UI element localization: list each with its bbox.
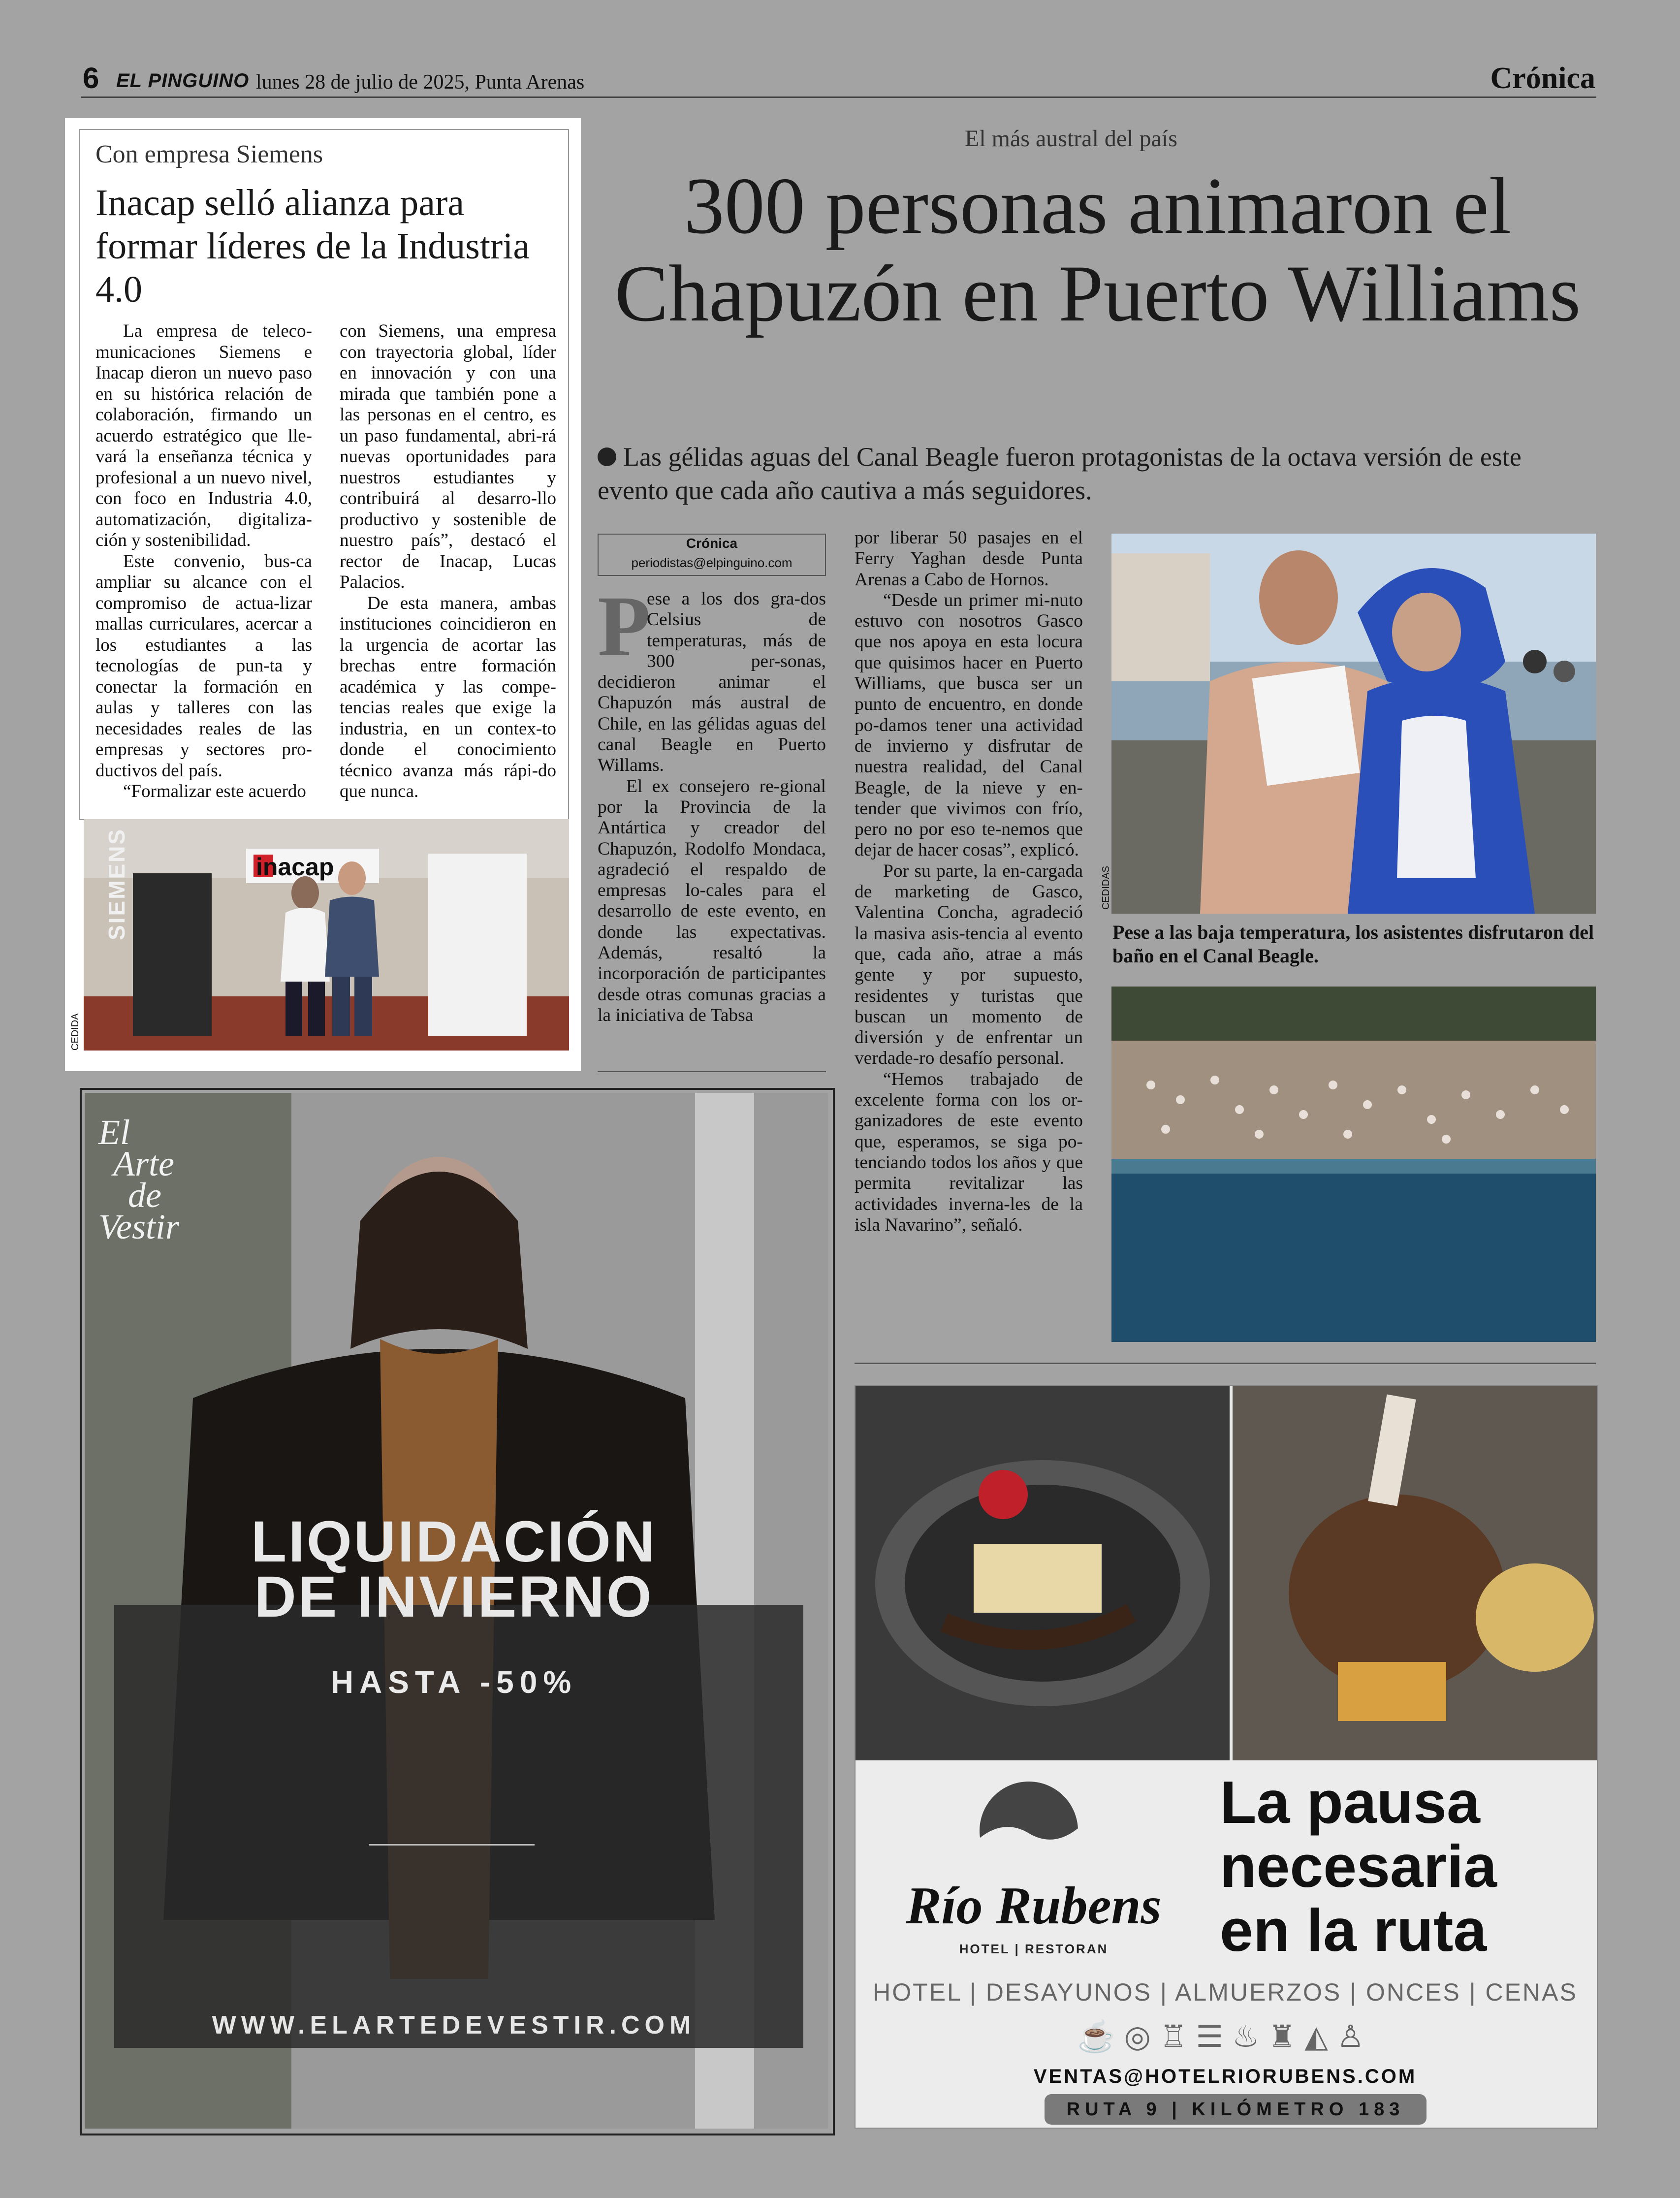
- byline-section: Crónica: [686, 536, 738, 551]
- rio-rubens-email[interactable]: VENTAS@HOTELRIORUBENS.COM: [1033, 2066, 1417, 2087]
- paragraph-text: ese a los dos gra-dos Celsius de temperaturas, más de 300 per-sonas, decidieron animar el Chapuzón más austral de Chile, en las gélidas aguas del canal Beagle en Puerto Willams.: [598, 589, 826, 776]
- rio-rubens-brand: Río Rubens: [906, 1877, 1162, 1935]
- photo-credit: CEDIDA: [70, 1013, 81, 1051]
- paragraph: El ex consejero re-gional por la Provincia de la Antártica y creador del Chapuzón, Rodolfo Mondaca, agradeció el respaldo de empresas lo-cales para el desarrollo de este evento, en donde las expectativas. Además, resaltó la incorporación de participantes desde otras comunas gracias a la iniciativa de Tabsa: [598, 776, 826, 1025]
- coffee-icon: ☕: [1077, 2020, 1124, 2054]
- column-rule: [598, 1071, 826, 1072]
- arte-ad-discount: HASTA -50%: [330, 1664, 577, 1700]
- siemens-banner-text: SIEMENS: [104, 828, 129, 940]
- tagline-line: en la ruta: [1220, 1897, 1487, 1964]
- arte-ad-url[interactable]: WWW.ELARTEDEVESTIR.COM: [212, 2011, 696, 2039]
- paragraph: Por su parte, la en-cargada de marketing de Gasco, Valentina Concha, agradeció la masiva asis-tencia al evento que, cada año, atrae a más gente y por supuesto, residentes y turistas que buscan un momento de diversión y de enfrentar un verdade-ro desafío personal.: [855, 860, 1083, 1069]
- rio-rubens-route: RUTA 9 | KILÓMETRO 183: [1045, 2094, 1426, 2125]
- arte-ad-divider: [369, 1844, 535, 1846]
- photo-caption: Pese a las baja temperatura, los asistentes disfrutaron del baño en el Canal Beagle.: [1112, 921, 1594, 967]
- section-title: Crónica: [1490, 62, 1595, 95]
- paragraph: con Siemens, una empresa con trayectoria global, líder en innovación y con una mirada que también pone a las personas en el centro, es un paso fundamental, abri-rá nuevas oportunidades para nuestros estudiantes y contribuirá al desarro-llo productivo y sostenible de nuestro país”, destacó el rector de Inacap, Lucas Palacios.: [340, 321, 556, 592]
- drop-cap: P: [598, 578, 651, 674]
- paragraph: “Desde un primer mi-nuto estuvo con nosotros Gasco que nos apoya en esta locura que quisimos hacer en Puerto Williams, que busca ser un punto de encuentro, en donde po-damos tener una actividad de invierno y disfrutar de nuestra realidad, del Canal Beagle, de la nieve y en-tender que vivimos con frío, pero no por eso te-nemos que dejar de hacer cosas”, explicó.: [855, 590, 1083, 860]
- paragraph: De esta manera, ambas instituciones coincidieron en la urgencia de acortar las brechas entre formación académica y las compe-tencias reales que exige la industria, en un contex-to donde el conocimiento técnico avanza más rápi-do que nunca.: [340, 593, 556, 801]
- drink-icon: ♖: [1159, 2020, 1196, 2054]
- article-subhead: [598, 440, 1597, 507]
- paragraph: “Formalizar este acuerdo: [123, 781, 306, 801]
- paragraph: La empresa de teleco-municaciones Siemens e Inacap dieron un nuevo paso en su histórica relación de colaboración, firmando un acuerdo estratégico que lle-vará la enseñanza técnica y profesional a un nuevo nivel, con foco en Industria 4.0, automatización, digitaliza-ción y sostenibilidad.: [95, 321, 312, 550]
- photo-credit: CEDIDAS: [1101, 866, 1111, 910]
- beer-icon: ♙: [1336, 2020, 1373, 2054]
- article-column-1: [598, 578, 826, 1026]
- rio-rubens-tagline: [1220, 1770, 1594, 1962]
- cup-icon: ♨: [1232, 2020, 1268, 2054]
- paragraph: “Hemos trabajado de excelente forma con los or-ganizadores de este evento que, esperamos, se siga po-tenciando todos los años y que permita revitalizar las actividades inverna-les de la isla Navarino”, señaló.: [855, 1069, 1083, 1235]
- event-photo-crowd: [1111, 987, 1596, 1342]
- header-rule: [81, 96, 1596, 98]
- logo-mark: [975, 1779, 1083, 1882]
- event-photo-2-illustration: [1111, 987, 1596, 1342]
- paragraph: por liberar 50 pasajes en el Ferry Yaghan desde Punta Arenas a Cabo de Hornos.: [855, 528, 1083, 590]
- event-photo-costume: [1111, 534, 1596, 914]
- title-line: LIQUIDACIÓN: [251, 1509, 657, 1574]
- logo-line: de: [128, 1176, 161, 1215]
- page-number: 6: [83, 62, 99, 95]
- dropcap-spacer: [598, 589, 647, 663]
- tagline-line: La pausa: [1220, 1769, 1480, 1836]
- dateline: lunes 28 de julio de 2025, Punta Arenas: [256, 71, 585, 94]
- plate-icon: ◎: [1124, 2020, 1160, 2054]
- inacap-photo-overlay: [49, 817, 535, 1049]
- paragraph: Este convenio, bus-ca ampliar su alcance con el compromiso de actua-lizar mallas curriculares, acercar a los estudiantes a las tecnologías de pun-ta y conectar la formación en aulas y talleres con las necesidades reales de las empresas y sectores pro-ductivos del país.: [95, 551, 312, 781]
- subhead-text: Las gélidas aguas del Canal Beagle fueron protagonistas de la octava versión de este evento que cada año cautiva a más seguidores.: [598, 442, 1522, 505]
- rio-rubens-food-photos: [856, 1386, 1597, 1760]
- inacap-kicker: Con empresa Siemens: [95, 140, 323, 168]
- arte-ad-title: [85, 1509, 823, 1629]
- arte-logo: [98, 1113, 180, 1246]
- rio-rubens-logo-icon: [975, 1779, 1083, 1885]
- newspaper-name: EL PINGUINO: [116, 70, 250, 92]
- logo-line: Arte: [113, 1144, 174, 1183]
- logo-line: El: [98, 1113, 130, 1152]
- inacap-column-1: [95, 321, 312, 802]
- paragraph: [598, 578, 826, 776]
- article-kicker: El más austral del país: [965, 126, 1177, 152]
- rio-rubens-ad: [855, 1385, 1598, 2129]
- rio-rubens-services: HOTEL | DESAYUNOS | ALMUERZOS | ONCES | CENAS: [873, 1978, 1578, 2006]
- inacap-column-2: [340, 321, 556, 802]
- byline-email: periodistas@elpinguino.com: [631, 555, 792, 570]
- inacap-logo-text: inacap: [256, 853, 334, 881]
- title-line: DE INVIERNO: [254, 1564, 654, 1629]
- rio-rubens-icon-row: [855, 2018, 1596, 2055]
- article-column-2: [855, 528, 1083, 1236]
- bottles-icon: ♜: [1268, 2020, 1305, 2054]
- logo-line: Vestir: [98, 1207, 180, 1246]
- inacap-headline: Inacap selló alianza para formar líderes de la Industria 4.0: [95, 182, 530, 310]
- burger-icon: ☰: [1196, 2020, 1233, 2054]
- tagline-line: necesaria: [1220, 1833, 1497, 1900]
- event-photo-1-illustration: [1111, 534, 1596, 914]
- section-rule: [855, 1363, 1596, 1364]
- bullet-icon: [598, 447, 616, 466]
- sandwich-icon: ◭: [1304, 2020, 1337, 2054]
- article-headline: 300 personas animaron el Chapuzón en Puerto Williams: [614, 161, 1581, 338]
- rio-rubens-brand-sub: HOTEL | RESTORAN: [959, 1942, 1109, 1956]
